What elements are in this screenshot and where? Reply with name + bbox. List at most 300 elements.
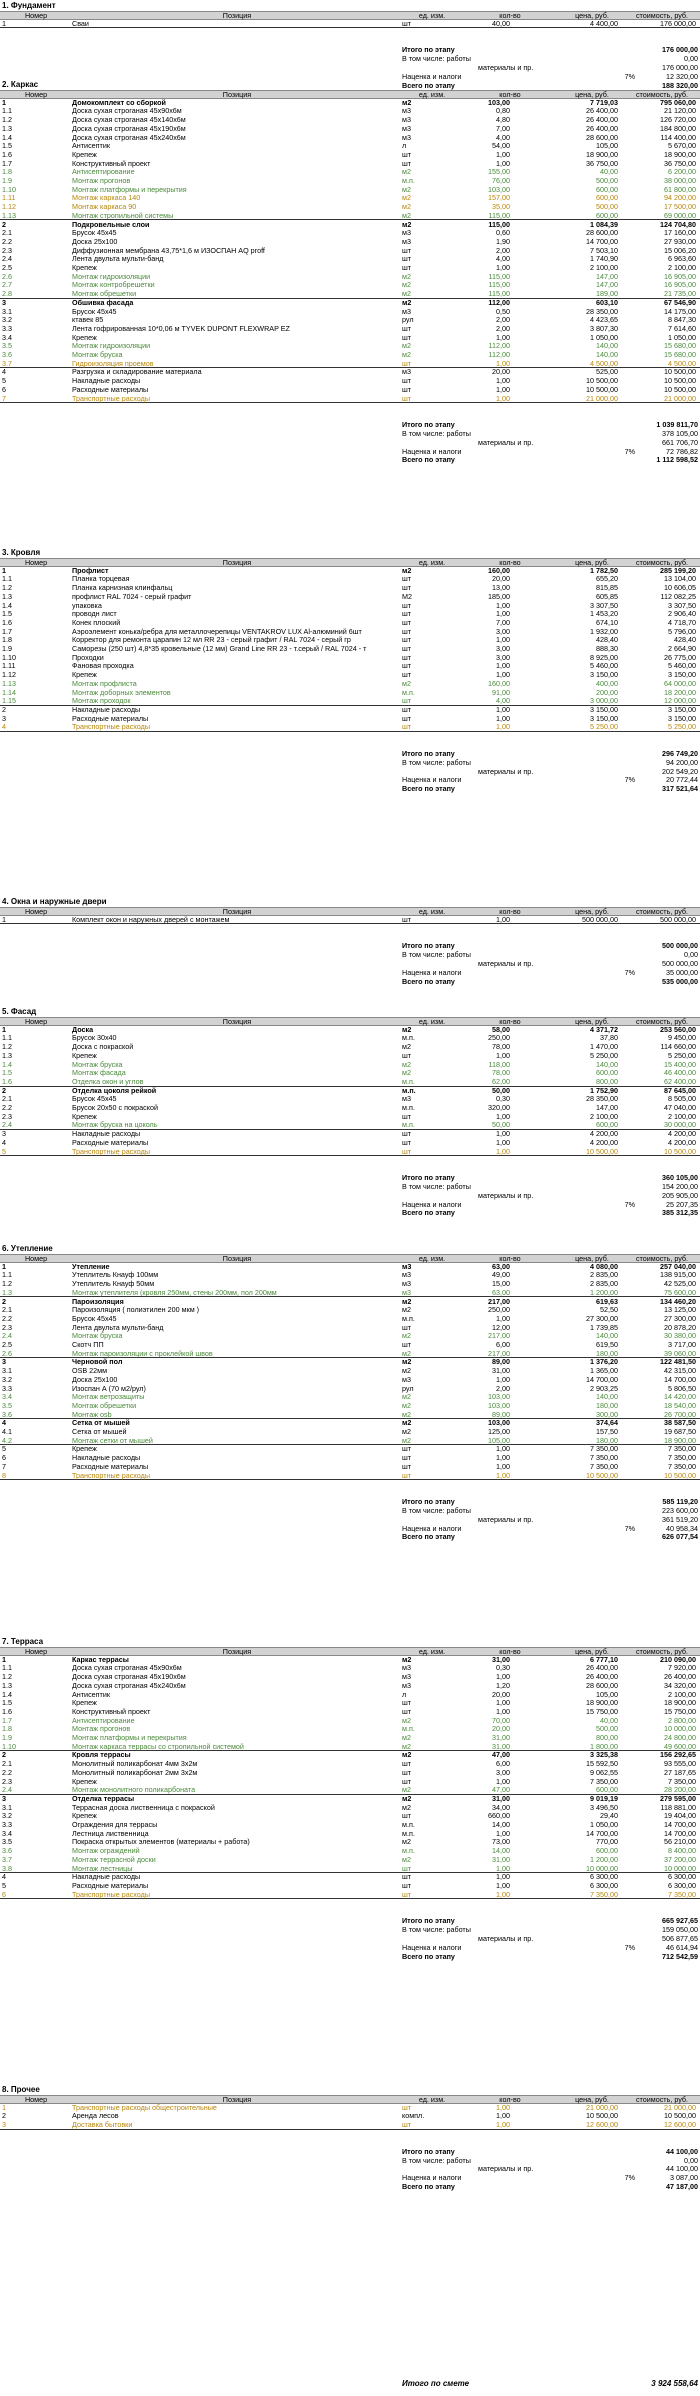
cell-price: 3 496,50	[590, 1803, 618, 1812]
cell-cost: 8 400,00	[668, 1847, 696, 1856]
cell-pos: Монтаж прогонов	[72, 177, 131, 185]
cell-unit: м2	[402, 281, 411, 290]
cell-cost: 7 350,00	[668, 1777, 696, 1786]
cell-unit: м2	[402, 1838, 411, 1847]
summary-total-label: Итого по этапу	[402, 749, 455, 758]
table-row	[0, 107, 700, 116]
cell-unit: м3	[402, 133, 411, 142]
table-row	[0, 575, 700, 584]
cell-cost: 2 100,00	[668, 264, 696, 272]
cell-price: 147,00	[596, 1104, 618, 1112]
cell-price: 300,00	[596, 1410, 618, 1419]
cell-cost: 156 292,65	[660, 1751, 696, 1760]
table-row	[0, 1034, 700, 1043]
cell-pos: Сваи	[72, 19, 89, 28]
cell-unit: м2	[402, 566, 412, 575]
cell-price: 180,00	[596, 1436, 618, 1445]
header-no: Номер	[24, 908, 48, 916]
cell-price: 14 700,00	[586, 1829, 618, 1838]
cell-price: 3 325,38	[590, 1751, 618, 1760]
cell-price: 600,00	[596, 1121, 618, 1130]
table-row	[0, 610, 700, 619]
cell-no: 3.1	[2, 1803, 12, 1812]
cell-price: 180,00	[596, 1401, 618, 1410]
cell-qty: 54,00	[492, 142, 510, 151]
header-qty: кол-во	[499, 559, 521, 567]
cell-qty: 20,00	[492, 575, 510, 584]
cell-no: 5	[2, 1147, 6, 1156]
cell-unit: м2	[402, 1751, 412, 1760]
table-row	[0, 1376, 700, 1385]
cell-unit: м3	[402, 116, 411, 125]
table-row	[0, 1673, 700, 1682]
cell-unit: м2	[402, 351, 411, 359]
table-row	[0, 1786, 700, 1795]
summary-work	[400, 759, 700, 768]
cell-no: 1.11	[2, 662, 16, 671]
summary-grand-value: 626 077,54	[662, 1532, 698, 1542]
cell-unit: м2	[402, 185, 411, 194]
cell-price: 12 600,00	[586, 2121, 618, 2130]
cell-qty: 0,30	[496, 1664, 510, 1673]
table-row	[0, 1087, 700, 1096]
table-row	[0, 619, 700, 628]
cell-pos: Отделка цоколя рейкой	[72, 1086, 157, 1095]
table-row	[0, 1873, 700, 1882]
cell-cost: 126 720,00	[660, 116, 696, 125]
cell-pos: Доска сухая строганая 45х240х6м	[72, 1681, 186, 1690]
cell-pos: Антисептик	[72, 1690, 111, 1699]
table-row	[0, 20, 700, 29]
cell-pos: Расходные материалы	[72, 1462, 149, 1471]
cell-no: 2	[2, 220, 6, 229]
table-row	[0, 602, 700, 611]
cell-pos: Монолитный поликарбонат 4мм 3х2м	[72, 1760, 198, 1769]
cell-qty: 1,00	[496, 1777, 510, 1786]
summary-markup-value: 40 958,34	[666, 1523, 698, 1533]
cell-qty: 0,50	[496, 307, 510, 316]
cell-qty: 1,00	[496, 377, 510, 386]
cell-unit: м2	[402, 1306, 411, 1315]
cell-no: 2.1	[2, 1306, 12, 1315]
table-row	[0, 351, 700, 360]
cell-qty: 115,00	[488, 290, 510, 299]
summary-grand-value: 385 312,35	[662, 1208, 698, 1218]
cell-cost: 257 040,00	[660, 1262, 696, 1271]
summary-markup-label: Наценка и налоги	[402, 775, 462, 785]
summary-grand-value: 1 112 598,52	[656, 455, 698, 465]
cell-cost: 16 905,00	[664, 281, 696, 290]
header-qty: кол-во	[499, 908, 521, 916]
cell-unit: шт	[402, 714, 412, 723]
cell-no: 3	[2, 714, 6, 723]
header-unit: ед. изм.	[418, 1648, 446, 1656]
cell-no: 4	[2, 1873, 6, 1882]
table-row	[0, 1856, 700, 1865]
cell-unit: м2	[402, 1297, 412, 1306]
cell-price: 1 740,90	[590, 255, 618, 264]
header-cost: стоимость, руб.	[635, 559, 689, 567]
cell-pos: Доставка бытовки	[72, 2121, 133, 2130]
cell-cost: 30 000,00	[664, 1121, 696, 1130]
cell-no: 1.12	[2, 203, 16, 212]
cell-unit: м2	[402, 1349, 411, 1358]
table-row	[0, 1717, 700, 1726]
cell-qty: 31,00	[492, 1734, 510, 1742]
table-row	[0, 203, 700, 212]
table-row	[0, 1332, 700, 1341]
cell-no: 1	[2, 915, 6, 924]
cell-no: 3.6	[2, 1410, 12, 1419]
header-unit: ед. изм.	[418, 559, 446, 567]
cell-price: 800,00	[596, 1077, 618, 1086]
table-header	[0, 1017, 700, 1026]
header-no: Номер	[24, 1648, 48, 1656]
cell-qty: 1,00	[496, 1138, 510, 1147]
cell-unit: м3	[402, 1288, 411, 1297]
cell-price: 3 807,30	[590, 324, 618, 333]
cell-no: 1.8	[2, 1725, 12, 1734]
table-row	[0, 1341, 700, 1350]
cell-price: 600,00	[596, 194, 618, 203]
cell-no: 1.7	[2, 159, 12, 168]
cell-cost: 4 718,70	[668, 618, 696, 627]
table-row	[0, 1734, 700, 1743]
cell-no: 2.4	[2, 1332, 12, 1341]
table-row	[0, 1315, 700, 1324]
summary-markup-label: Наценка и налоги	[402, 71, 462, 81]
cell-unit: м2	[402, 290, 411, 299]
cell-cost: 18 540,00	[664, 1401, 696, 1410]
cell-no: 2.2	[2, 1768, 12, 1777]
cell-qty: 0,60	[496, 229, 510, 238]
cell-pos: Утеплитель Кнауф 50мм	[72, 1280, 155, 1289]
cell-unit: м3	[402, 124, 411, 133]
summary-work-label: В том числе: работы	[402, 950, 471, 960]
cell-qty: 20,00	[492, 1690, 510, 1699]
summary-markup-label: Наценка и налоги	[402, 967, 462, 977]
cell-qty: 1,00	[496, 264, 510, 272]
cell-unit: л	[402, 142, 407, 151]
cell-price: 500,00	[596, 1725, 618, 1734]
summary-total-label: Итого по этапу	[402, 1916, 455, 1926]
cell-cost: 18 200,00	[664, 688, 696, 697]
summary-grand-label: Всего по этапу	[402, 80, 455, 90]
cell-qty: 2,00	[496, 246, 510, 255]
summary-grand	[400, 1953, 700, 1962]
table-row	[0, 177, 700, 186]
cell-qty: 35,00	[492, 203, 510, 212]
cell-no: 1.2	[2, 1043, 12, 1052]
cell-no: 2.2	[2, 237, 12, 246]
summary-materials-label: материалы и пр.	[478, 2164, 534, 2174]
cell-no: 4	[2, 1419, 6, 1428]
summary-grand-label: Всего по этапу	[402, 2182, 455, 2191]
cell-cost: 6 200,00	[668, 168, 696, 177]
cell-price: 105,00	[596, 1690, 618, 1699]
cell-no: 1.9	[2, 645, 12, 653]
cell-qty: 1,00	[496, 1462, 510, 1471]
table-row	[0, 1656, 700, 1665]
cell-cost: 7 350,00	[668, 1454, 696, 1463]
cell-price: 7 350,00	[590, 1462, 618, 1471]
cell-price: 7 719,03	[590, 98, 618, 107]
summary-materials-label: материалы и пр.	[478, 437, 534, 447]
cell-qty: 3,00	[496, 627, 510, 636]
summary-markup-value: 25 207,35	[666, 1199, 698, 1209]
cell-pos: Транспортные расходы общестроительные	[72, 2103, 217, 2112]
cell-no: 2.3	[2, 246, 12, 255]
cell-price: 500 000,00	[582, 915, 618, 924]
summary-total-value: 1 039 811,70	[656, 420, 698, 430]
header-price: цена, руб.	[575, 908, 609, 916]
table-row	[0, 1891, 700, 1900]
cell-qty: 320,00	[488, 1104, 510, 1112]
cell-cost: 10 606,05	[664, 584, 696, 593]
cell-pos: Монтаж контробрешетки	[72, 281, 155, 290]
cell-cost: 18 900,00	[664, 1699, 696, 1708]
cell-unit: м2	[402, 342, 411, 351]
cell-price: 6 777,10	[590, 1655, 618, 1664]
cell-no: 2.2	[2, 1314, 12, 1323]
cell-price: 4 500,00	[590, 359, 618, 368]
cell-price: 10 500,00	[586, 385, 618, 394]
cell-no: 1.11	[2, 194, 16, 203]
cell-no: 1.1	[2, 575, 12, 584]
cell-price: 147,00	[596, 281, 618, 290]
cell-qty: 1,00	[496, 915, 510, 924]
summary-markup-value: 20 772,44	[666, 775, 698, 785]
cell-unit: м.п.	[402, 1121, 415, 1130]
table-header	[0, 558, 700, 567]
table-row	[0, 1821, 700, 1830]
cell-cost: 16 905,00	[664, 272, 696, 281]
cell-pos: Монтаж проходок	[72, 697, 131, 706]
header-cost: стоимость, руб.	[635, 1255, 689, 1263]
header-qty: кол-во	[499, 2096, 521, 2104]
cell-no: 1.6	[2, 1077, 12, 1086]
cell-no: 1.5	[2, 610, 12, 619]
table-row	[0, 1472, 700, 1481]
cell-price: 52,50	[600, 1306, 618, 1315]
cell-pos: Доска сухая строганая 45х240х6м	[72, 133, 186, 142]
cell-price: 4 400,00	[590, 19, 618, 28]
table-row	[0, 1139, 700, 1148]
cell-cost: 61 800,00	[664, 185, 696, 194]
cell-cost: 21 735,00	[664, 290, 696, 299]
table-row	[0, 342, 700, 351]
cell-unit: шт	[402, 705, 412, 714]
cell-qty: 14,00	[492, 1821, 510, 1829]
cell-pos: Черновой пол	[72, 1358, 123, 1367]
cell-price: 28 350,00	[586, 1095, 618, 1104]
cell-no: 2.4	[2, 1786, 12, 1795]
cell-price: 28 600,00	[586, 1681, 618, 1690]
cell-no: 2.7	[2, 281, 12, 290]
cell-qty: 49,00	[492, 1271, 510, 1280]
cell-pos: Транспортные расходы	[72, 394, 150, 403]
header-price: цена, руб.	[575, 1255, 609, 1263]
table-row	[0, 715, 700, 724]
header-pos: Позиция	[222, 12, 252, 20]
cell-pos: Брусок 45х45	[72, 1314, 117, 1323]
table-row	[0, 1358, 700, 1367]
cell-cost: 14 700,00	[664, 1829, 696, 1838]
cell-unit: шт	[402, 394, 412, 403]
cell-pos: Доска сухая строганая 45х140х6м	[72, 116, 186, 125]
table-row	[0, 2121, 700, 2130]
cell-no: 3.4	[2, 1829, 12, 1838]
table-row	[0, 723, 700, 732]
cell-pos: Профлист	[72, 566, 109, 575]
cell-pos: Расходные материалы	[72, 1881, 149, 1890]
summary-markup-value: 72 786,82	[666, 446, 698, 456]
cell-qty: 89,00	[492, 1358, 510, 1367]
cell-unit: м2	[402, 1419, 412, 1428]
cell-price: 14 700,00	[586, 237, 618, 246]
table-row	[0, 1350, 700, 1359]
cell-no: 1	[2, 19, 6, 28]
cell-no: 3.7	[2, 359, 12, 368]
cell-no: 1.4	[2, 601, 12, 610]
cell-qty: 12,00	[492, 1323, 510, 1332]
cell-qty: 1,00	[496, 1112, 510, 1121]
header-no: Номер	[24, 2096, 48, 2104]
cell-no: 2	[2, 1751, 6, 1760]
summary-grand	[400, 1533, 700, 1542]
cell-no: 1.13	[2, 679, 16, 688]
cell-pos: проводн лист	[72, 610, 117, 619]
cell-cost: 5 460,00	[668, 662, 696, 671]
cell-pos: Крепеж	[72, 671, 97, 680]
table-row	[0, 1691, 700, 1700]
cell-qty: 1,00	[496, 723, 510, 732]
cell-qty: 185,00	[488, 592, 510, 601]
table-row	[0, 1095, 700, 1104]
cell-cost: 42 315,00	[664, 1367, 696, 1376]
cell-cost: 2 906,40	[668, 610, 696, 619]
cell-no: 2.6	[2, 272, 12, 281]
cell-cost: 87 645,00	[664, 1086, 696, 1095]
summary-grand-value: 47 187,00	[666, 2182, 698, 2191]
header-cost: стоимость, руб.	[635, 91, 689, 99]
cell-pos: Доска	[72, 1025, 94, 1034]
cell-pos: Монтаж лестницы	[72, 1864, 133, 1873]
cell-cost: 26 400,00	[664, 1673, 696, 1682]
cell-unit: шт	[402, 662, 412, 671]
cell-pos: Утеплитель Кнауф 100мм	[72, 1271, 159, 1280]
table-row	[0, 1882, 700, 1891]
section-title: 5. Фасад	[2, 1007, 37, 1016]
cell-unit: М2	[402, 592, 412, 601]
cell-price: 10 000,00	[586, 1864, 618, 1873]
table-row	[0, 273, 700, 282]
cell-price: 1 800,00	[590, 1742, 618, 1751]
header-qty: кол-во	[499, 1018, 521, 1026]
table-header	[0, 90, 700, 99]
table-row	[0, 1402, 700, 1411]
cell-pos: Антисептирование	[72, 168, 135, 177]
summary-work	[400, 1183, 700, 1192]
cell-qty: 1,20	[496, 1681, 510, 1690]
cell-no: 1.3	[2, 1288, 12, 1297]
cell-qty: 4,00	[496, 697, 510, 706]
cell-qty: 1,00	[496, 1375, 510, 1384]
cell-unit: м2	[402, 1410, 411, 1419]
cell-pos: Крепеж	[72, 1112, 97, 1121]
cell-qty: 31,00	[492, 1855, 510, 1864]
cell-cost: 795 060,00	[660, 98, 696, 107]
summary-grand	[400, 1209, 700, 1218]
cell-cost: 5 670,00	[668, 142, 696, 151]
cell-pos: Пароизоляция	[72, 1297, 124, 1306]
cell-no: 2.2	[2, 1104, 12, 1112]
cell-no: 2.1	[2, 1760, 12, 1769]
cell-pos: Монтаж доборных элементов	[72, 688, 171, 697]
cell-pos: Кровля террасы	[72, 1751, 131, 1760]
cell-pos: Расходные материалы	[72, 714, 149, 723]
cell-price: 1 084,39	[590, 220, 618, 229]
cell-qty: 1,00	[496, 705, 510, 714]
cell-pos: Крепеж	[72, 1051, 97, 1060]
table-row	[0, 299, 700, 308]
cell-unit: м.п.	[402, 1034, 415, 1043]
cell-price: 26 400,00	[586, 107, 618, 116]
header-pos: Позиция	[222, 1648, 252, 1656]
cell-pos: Антисептик	[72, 142, 111, 151]
cell-pos: Монтаж бруска	[72, 1332, 123, 1341]
cell-unit: м2	[402, 1734, 411, 1742]
cell-unit: м.п.	[402, 1725, 415, 1734]
cell-pos: OSB 22мм	[72, 1367, 108, 1376]
grand-total-label: Итого по смете	[402, 2379, 470, 2388]
cell-qty: 1,00	[496, 1829, 510, 1838]
cell-price: 29,40	[600, 1812, 618, 1821]
section-title: 7. Терраса	[2, 1637, 44, 1646]
summary-work-value: 0,00	[684, 2155, 698, 2165]
cell-qty: 20,00	[492, 1725, 510, 1734]
summary-total-label: Итого по этапу	[402, 1497, 455, 1507]
cell-unit: шт	[402, 653, 412, 662]
cell-unit: шт	[402, 1147, 412, 1156]
cell-no: 1	[2, 1655, 6, 1664]
cell-pos: Доска с покраской	[72, 1043, 134, 1052]
summary-total-label: Итого по этапу	[402, 45, 455, 55]
cell-cost: 2 800,00	[668, 1716, 696, 1725]
summary-materials-value: 506 877,65	[662, 1933, 698, 1943]
cell-unit: м2	[402, 1742, 411, 1751]
table-row	[0, 1298, 700, 1307]
cell-pos: Монтаж ветрозащиты	[72, 1393, 145, 1402]
table-row	[0, 186, 700, 195]
summary-total-value: 500 000,00	[662, 941, 698, 951]
cell-pos: Брусок 45х45	[72, 307, 117, 316]
cell-cost: 49 600,00	[664, 1742, 696, 1751]
cell-cost: 114 400,00	[660, 133, 696, 142]
cell-cost: 17 500,00	[664, 203, 696, 212]
cell-price: 1 470,00	[590, 1043, 618, 1052]
cell-cost: 4 500,00	[668, 359, 696, 368]
header-cost: стоимость, руб.	[635, 1018, 689, 1026]
cell-unit: м3	[402, 107, 411, 116]
cell-cost: 112 082,25	[660, 592, 696, 601]
cell-cost: 210 090,00	[660, 1655, 696, 1664]
cell-unit: м2	[402, 1794, 412, 1803]
cell-pos: Доска 25х100	[72, 1375, 118, 1384]
cell-cost: 94 200,00	[664, 194, 696, 203]
table-row	[0, 1699, 700, 1708]
cell-no: 3.3	[2, 324, 12, 333]
